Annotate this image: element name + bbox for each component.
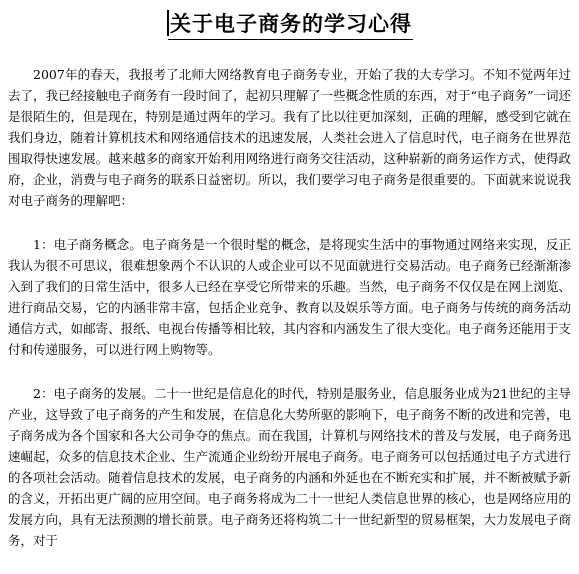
paragraph-development[interactable]: 2：电子商务的发展。二十一世纪是信息化的时代，特别是服务业，信息服务业成为21世纪的主导产业，这导致了电子商务的产生和发展，在信息化大势所驱的影响下，电子商务不断的改进和完善，电子商务成为各个国家和各大公司争夺的焦点。而在我国，计算机与网络技术的普及与发展，电子商务迅速崛起，众多的信息技术企业、生产流通企业纷纷开展电子商务。电子商务可以包括通过电子方式进行的各项社会活动。随着信息技术的发展，电子商务的内涵和外延也在不断充实和扩展，并不断被赋予新的含义，开拓出更广阔的应用空间。电子商务将成为二十一世纪人类信息世界的核心，也是网络应用的发展方向，具有无法预测的增长前景。电子商务还将构筑二十一世纪新型的贸易框架，大力发展电子商务，对于: [8, 386, 571, 548]
text-cursor: [167, 10, 169, 36]
title-underline: [168, 39, 413, 40]
document-title[interactable]: 关于电子商务的学习心得: [170, 12, 412, 36]
paragraph-intro[interactable]: 2007年的春天，我报考了北师大网络教育电子商务专业，开始了我的大专学习。不知不觉两年过去了，我已经接触电子商务有一段时间了，起初只理解了一些概念性质的东西，对于“电子商务”一词还是很陌生的，但是现在，特别是通过两年的学习。我有了比以往更加深刻，正确的理解，感受到它就在我们身边，随着计算机技术和网络通信技术的迅速发展，人类社会进入了信息时代，电子商务在世界范围取得快速发展。越来越多的商家开始利用网络进行商务交往活动，这种崭新的商务运作方式，使得政府，企业，消费与电子商务的联系日益密切。所以，我们要学习电子商务是很重要的。下面就来说说我对电子商务的理解吧：: [8, 67, 571, 208]
title-area: [0, 8, 579, 38]
document-body[interactable]: [8, 64, 571, 574]
paragraph-concept[interactable]: 1：电子商务概念。电子商务是一个很时髦的概念，是将现实生活中的事物通过网络来实现，反正我认为很不可思议，很难想象两个不认识的人或企业可以不见面就进行交易活动。电子商务已经渐渐渗入到了我们的日常生活中，很多人已经在享受它所带来的乐趣。当然，电子商务不仅仅是在网上浏览、进行商品交易，它的内涵非常丰富，包括企业竞争、教育以及娱乐等方面。电子商务与传统的商务活动通信方式，如邮寄、报纸、电视台传播等相比较，其内容和内涵发生了很大变化。电子商务还能用于支付和传递服务，可以进行网上购物等。: [8, 237, 571, 357]
